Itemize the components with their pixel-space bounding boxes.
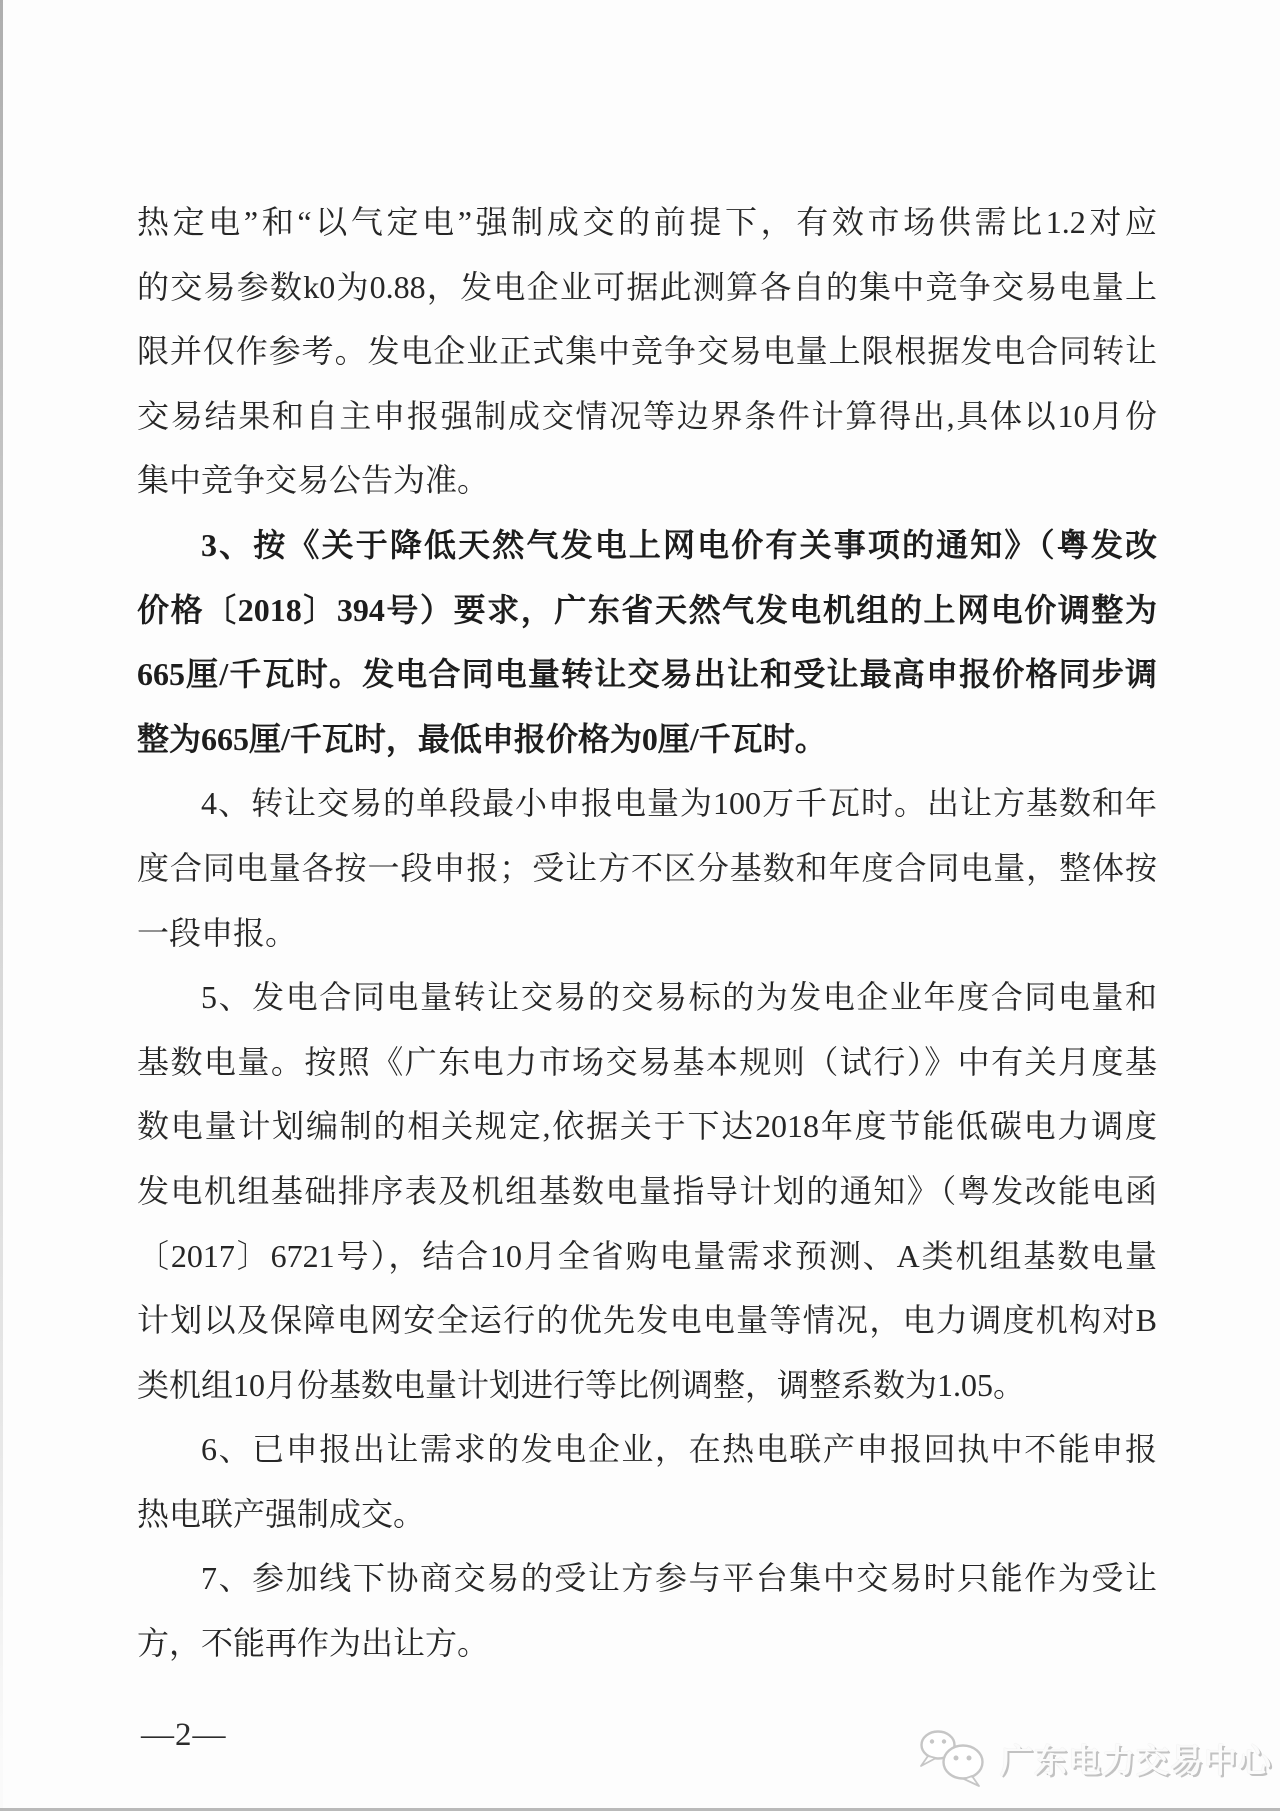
document-line: 4、转让交易的单段最小申报电量为100万千瓦时。出让方基数和年 <box>201 785 1157 822</box>
document-line: 7、参加线下协商交易的受让方参与平台集中交易时只能作为受让 <box>201 1560 1157 1597</box>
watermark-label: 广东电力交易中心 <box>1000 1741 1272 1779</box>
document-line: 热电联产强制成交。 <box>137 1495 426 1532</box>
document-line: 3、按《关于降低天然气发电上网电价有关事项的通知》（粤发改 <box>201 526 1157 563</box>
scan-edge-left <box>0 0 3 1811</box>
document-line: 基数电量。按照《广东电力市场交易基本规则（试行）》中有关月度基 <box>137 1043 1157 1080</box>
document-line: 限并仅作参考。发电企业正式集中竞争交易电量上限根据发电合同转让 <box>137 333 1157 370</box>
document-line: 价格〔2018〕394号）要求，广东省天然气发电机组的上网电价调整为 <box>137 591 1157 628</box>
page-number: —2— <box>141 1717 227 1753</box>
document-line: 集中竞争交易公告为准。 <box>137 462 490 499</box>
document-line: 发电机组基础排序表及机组基数电量指导计划的通知》（粤发改能电函 <box>137 1172 1157 1209</box>
document-line: 方，不能再作为出让方。 <box>137 1625 490 1662</box>
document-line: 5、发电合同电量转让交易的交易标的为发电企业年度合同电量和 <box>201 979 1157 1016</box>
document-line: 6、已申报出让需求的发电企业，在热电联产申报回执中不能申报 <box>201 1431 1157 1468</box>
watermark <box>915 1728 1272 1788</box>
document-line: 交易结果和自主申报强制成交情况等边界条件计算得出,具体以10月份 <box>137 397 1157 434</box>
document-line: 整为665厘/千瓦时，最低申报价格为0厘/千瓦时。 <box>137 720 827 757</box>
document-line: 的交易参数k0为0.88，发电企业可据此测算各自的集中竞争交易电量上 <box>137 268 1157 305</box>
document-line: 665厘/千瓦时。发电合同电量转让交易出让和受让最高申报价格同步调 <box>137 656 1157 693</box>
document-line: 计划以及保障电网安全运行的优先发电电量等情况，电力调度机构对B <box>137 1302 1157 1339</box>
document-body <box>137 190 1157 1676</box>
document-line: 一段申报。 <box>137 914 298 951</box>
document-line: 热定电”和“以气定电”强制成交的前提下，有效市场供需比1.2对应 <box>137 204 1157 240</box>
document-line: 度合同电量各按一段申报；受让方不区分基数和年度合同电量，整体按 <box>137 849 1157 886</box>
wechat-icon <box>915 1728 991 1788</box>
document-line: 类机组10月份基数电量计划进行等比例调整，调整系数为1.05。 <box>137 1366 1026 1403</box>
document-line: 〔2017〕6721号），结合10月全省购电量需求预测、A类机组基数电量 <box>137 1237 1157 1274</box>
document-line: 数电量计划编制的相关规定,依据关于下达2018年度节能低碳电力调度 <box>137 1108 1157 1145</box>
